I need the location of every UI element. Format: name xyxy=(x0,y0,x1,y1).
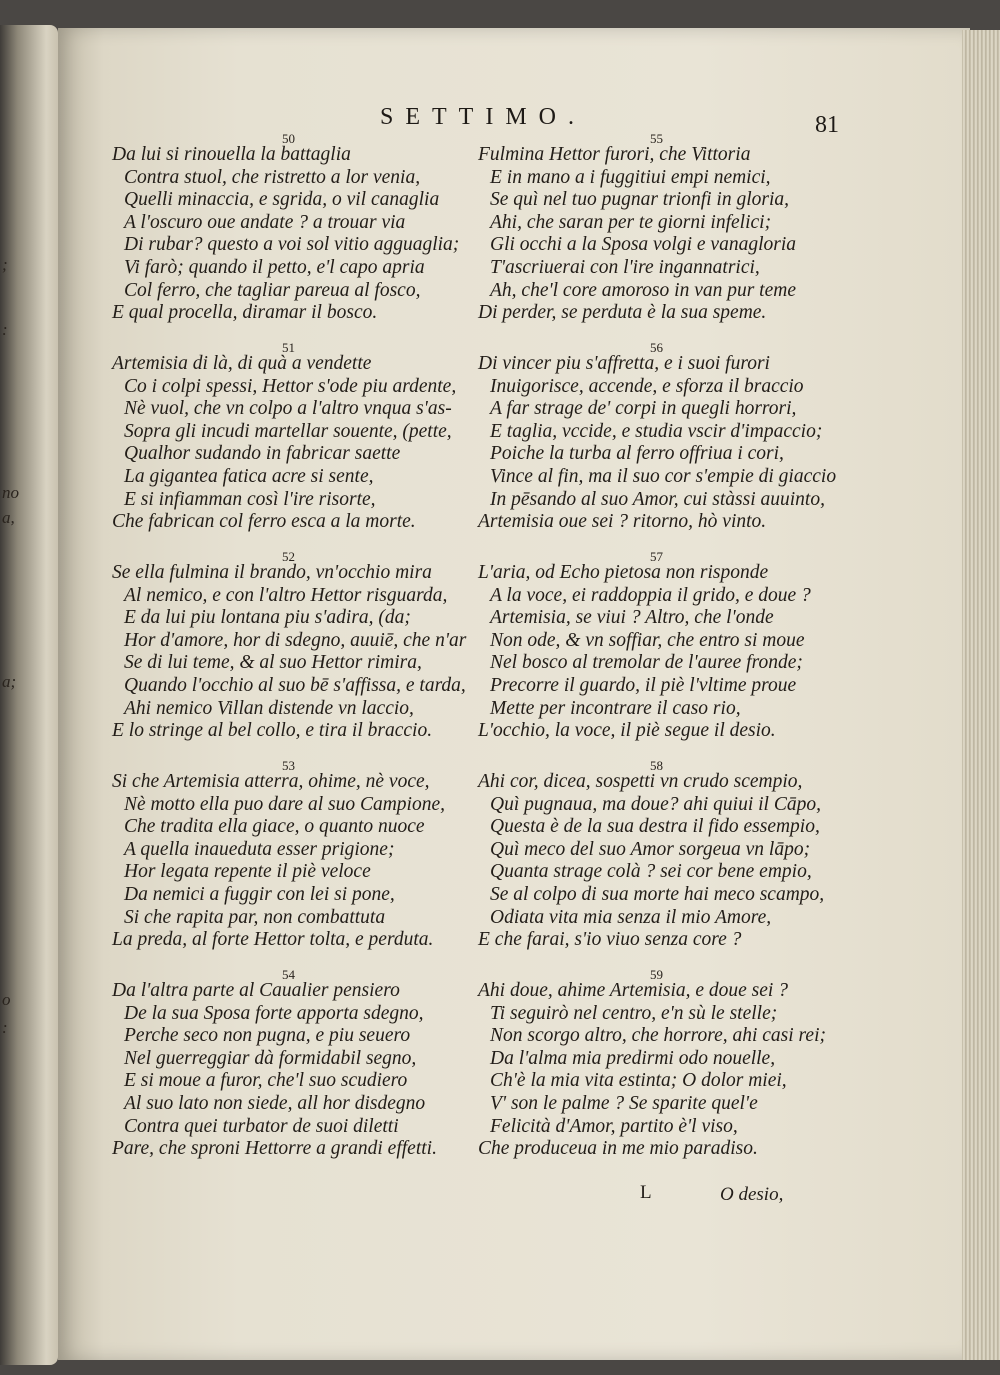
verse-line: Da l'altra parte al Caualier pensiero xyxy=(112,980,400,1001)
verse-line: Col ferro, che tagliar pareua al fosco, xyxy=(124,279,421,301)
catchword: O desio, xyxy=(720,1184,784,1205)
page-number: 81 xyxy=(815,112,839,138)
stanza xyxy=(112,128,472,333)
running-header: SETTIMO. xyxy=(380,104,586,130)
verse-line: In pēsando al suo Amor, cui stàssi auuinto, xyxy=(490,488,825,510)
verse-line: Felicità d'Amor, partito è'l viso, xyxy=(490,1115,738,1137)
verse-line: A far strage de' corpi in quegli horrori, xyxy=(490,398,797,420)
verse-line: Ahi nemico Villan distende vn laccio, xyxy=(124,697,414,719)
verse-line: E che farai, s'io viuo senza core ? xyxy=(478,929,742,951)
verse-line: Gli occhi a la Sposa volgi e vanagloria xyxy=(490,234,797,256)
margin-fragment: o xyxy=(2,990,11,1009)
stanza-number: 54 xyxy=(282,967,295,982)
stanza xyxy=(478,964,828,1169)
margin-fragment: a, xyxy=(2,508,15,527)
stanza-number: 59 xyxy=(650,967,663,982)
verse-line: Se ella fulmina il brando, vn'occhio mira xyxy=(112,562,432,583)
verse-line: Hor d'amore, hor di sdegno, auuiē, che n'ar xyxy=(124,629,467,651)
verse-line: Quì pugnaua, ma doue? ahi quiui il Cāpo, xyxy=(490,793,821,815)
verse-line: Se al colpo di sua morte hai meco scampo, xyxy=(490,884,825,905)
margin-fragment: ; xyxy=(2,255,8,274)
stanza xyxy=(112,337,472,542)
margin-fragment: : xyxy=(2,320,8,339)
verse-line: E lo stringe al bel collo, e tira il braccio. xyxy=(112,720,433,742)
stanza xyxy=(112,755,472,960)
verse-line: Nè motto ella puo dare al suo Campione, xyxy=(124,793,446,815)
verse-line: Artemisia, se viui ? Altro, che l'onde xyxy=(490,607,774,629)
verse-line: Odiata vita mia senza il mio Amore, xyxy=(490,906,772,928)
verse-line: A quella inaueduta esser prigione; xyxy=(124,838,395,860)
stanza-number: 50 xyxy=(282,131,295,146)
verse-line: Poiche la turba al ferro offriua i cori, xyxy=(490,443,784,465)
verse-line: E si infiamman così l'ire risorte, xyxy=(124,488,376,510)
stanza-number: 55 xyxy=(650,131,663,146)
margin-fragment: a; xyxy=(2,672,17,691)
verse-line: Ahi, che saran per te giorni infelici; xyxy=(490,211,772,233)
verse-line: T'ascriuerai con l'ire ingannatrici, xyxy=(490,257,760,278)
verse-line: Che tradita ella giace, o quanto nuoce xyxy=(124,816,425,838)
verse-line: Vi farò; quando il petto, e'l capo apria xyxy=(124,257,425,278)
verse-line: Si che Artemisia atterra, ohime, nè voce, xyxy=(112,771,430,792)
stanza xyxy=(478,128,828,333)
margin-fragment: : xyxy=(2,1018,8,1037)
stanza-number: 56 xyxy=(650,340,663,355)
verse-line: Non ode, & vn soffiar, che entro si moue xyxy=(490,629,805,651)
verse-line: Contra stuol, che ristretto a lor venia, xyxy=(124,166,421,188)
verse-line: Fulmina Hettor furori, che Vittoria xyxy=(478,144,751,165)
verse-line: Al suo lato non siede, all hor disdegno xyxy=(124,1093,426,1114)
verse-line: Nel guerreggiar dà formidabil segno, xyxy=(124,1047,417,1069)
verse-line: Artemisia oue sei ? ritorno, hò vinto. xyxy=(478,511,767,533)
verse-line: Di rubar? questo a voi sol vitio agguaglia; xyxy=(124,234,460,256)
verse-line: Contra quei turbator de suoi diletti xyxy=(124,1115,399,1137)
verse-line: La preda, al forte Hettor tolta, e perduta. xyxy=(112,929,434,951)
verse-line: Quando l'occhio al suo bē s'affissa, e tarda, xyxy=(124,675,466,696)
verse-line: A la voce, ei raddoppia il grido, e doue ? xyxy=(490,584,811,606)
verse-line: Se di lui teme, & al suo Hettor rimira, xyxy=(124,652,422,674)
verse-line: Quanta strage colà ? sei cor bene empio, xyxy=(490,861,812,883)
stanza xyxy=(478,337,837,542)
verse-line: L'occhio, la voce, il piè segue il desio. xyxy=(478,720,776,742)
verse-line: E si moue a furor, che'l suo scudiero xyxy=(124,1070,408,1092)
verse-line: E in mano a i fuggitiui empi nemici, xyxy=(490,166,771,188)
stanza-number: 52 xyxy=(282,549,295,564)
verse-line: De la sua Sposa forte apporta sdegno, xyxy=(124,1002,424,1024)
verse-line: Si che rapita par, non combattuta xyxy=(124,906,386,928)
verse-line: Nè vuol, che vn colpo a l'altro vnqua s'as- xyxy=(124,398,452,420)
verse-line: Ahi cor, dicea, sospetti vn crudo scempio, xyxy=(478,771,803,792)
verse-line: La gigantea fatica acre si sente, xyxy=(124,466,374,487)
stanza xyxy=(478,755,828,960)
verse-line: Al nemico, e con l'altro Hettor risguarda, xyxy=(124,584,448,606)
verse-line: A l'oscuro oue andate ? a trouar via xyxy=(124,211,406,233)
verse-line: V' son le palme ? Se sparite quel'e xyxy=(490,1093,758,1114)
verse-line: Sopra gli incudi martellar souente, (pette, xyxy=(124,420,452,442)
verse-line: Da lui si rinouella la battaglia xyxy=(112,144,351,165)
verse-line: Questa è de la sua destra il fido essempio, xyxy=(490,816,820,838)
verse-line: Pare, che sproni Hettorre a grandi effetti. xyxy=(112,1138,437,1160)
verse-line: Artemisia di là, di quà a vendette xyxy=(112,353,372,374)
verse-line: Se quì nel tuo pugnar trionfi in gloria, xyxy=(490,189,790,211)
verse-line: Precorre il guardo, il piè l'vltime proue xyxy=(490,675,797,696)
verse-line: Hor legata repente il piè veloce xyxy=(124,861,371,883)
verse-line: Quì meco del suo Amor sorgeua vn lāpo; xyxy=(490,838,811,860)
page-stack-edge xyxy=(962,30,1000,1360)
verse-line: E da lui piu lontana piu s'adira, (da; xyxy=(124,607,411,629)
verse-line: Ti seguirò nel centro, e'n sù le stelle; xyxy=(490,1002,778,1024)
stanza-number: 58 xyxy=(650,758,663,773)
stanza-number: 57 xyxy=(650,549,663,564)
verse-line: Che fabrican col ferro esca a la morte. xyxy=(112,511,416,533)
verse-line: Inuigorisce, accende, e sforza il braccio xyxy=(490,375,804,397)
verse-line: Che produceua in me mio paradiso. xyxy=(478,1138,758,1160)
verse-line: Quelli minaccia, e sgrida, o vil canaglia xyxy=(124,189,440,211)
verse-line: Non scorgo altro, che horrore, ahi casi rei; xyxy=(490,1025,826,1047)
verse-line: Co i colpi spessi, Hettor s'ode piu ardente, xyxy=(124,375,457,397)
verse-line: Mette per incontrare il caso rio, xyxy=(490,697,741,719)
verse-line: Da l'alma mia predirmi odo nouelle, xyxy=(490,1047,776,1069)
verse-line: Ah, che'l core amoroso in van pur teme xyxy=(490,279,796,301)
verse-line: Da nemici a fuggir con lei si pone, xyxy=(124,884,395,905)
stanza xyxy=(112,964,472,1169)
stanza xyxy=(478,546,828,751)
verse-line: Ch'è la mia vita estinta; O dolor miei, xyxy=(490,1070,787,1092)
verse-line: Qualhor sudando in fabricar saette xyxy=(124,443,401,465)
verse-line: E taglia, vccide, e studia vscir d'impaccio; xyxy=(490,420,823,442)
verse-line: Ahi doue, ahime Artemisia, e doue sei ? xyxy=(478,980,788,1001)
margin-fragment: no xyxy=(2,483,19,502)
stanza-number: 53 xyxy=(282,758,295,773)
stanza-number: 51 xyxy=(282,340,295,355)
verse-line: Perche seco non pugna, e piu seuero xyxy=(124,1025,411,1047)
verse-line: Di perder, se perduta è la sua speme. xyxy=(478,302,767,324)
verse-line: E qual procella, diramar il bosco. xyxy=(112,302,378,324)
verse-line: Nel bosco al tremolar de l'auree fronde; xyxy=(490,652,803,674)
verse-line: L'aria, od Echo pietosa non risponde xyxy=(478,562,769,583)
signature-mark: L xyxy=(640,1182,652,1203)
verse-line: Vince al fin, ma il suo cor s'empie di giaccio xyxy=(490,466,837,487)
left-page-fragments xyxy=(0,0,60,1375)
verse-line: Di vincer piu s'affretta, e i suoi furori xyxy=(478,353,770,374)
stanza xyxy=(112,546,472,751)
